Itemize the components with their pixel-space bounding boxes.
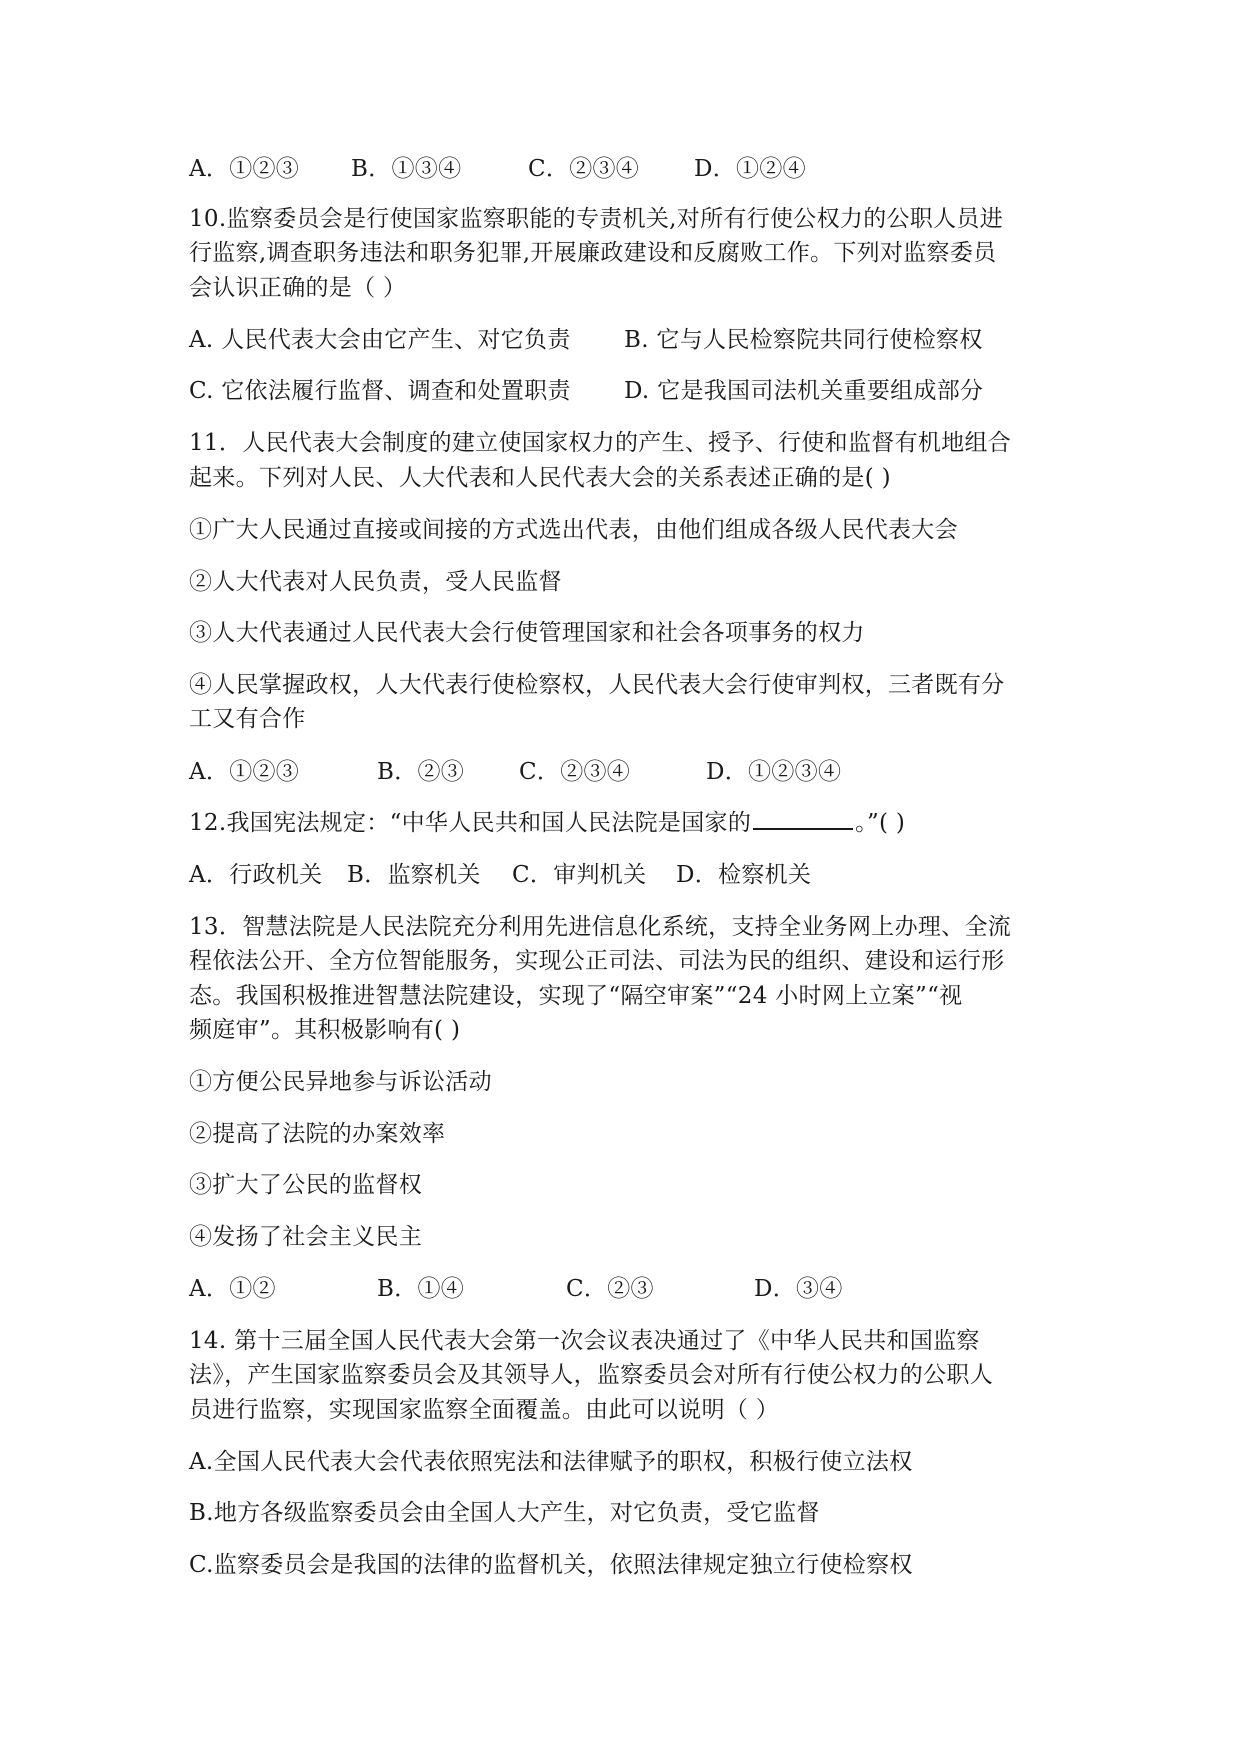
q10-options-row-1 xyxy=(189,323,983,357)
q14-option-c: C.监察委员会是我国的法律的监督机关，依照法律规定独立行使检察权 xyxy=(189,1552,913,1578)
q11-option-d: D．①②③④ xyxy=(706,759,842,785)
q13-option-a: A．①② xyxy=(189,1276,276,1302)
q12-stem-suffix: 。”( ) xyxy=(855,810,906,836)
q9-option-d: D．①②④ xyxy=(694,156,806,182)
q11-stem-line-1: 11．人民代表大会制度的建立使国家权力的产生、授予、行使和监督有机地组合 xyxy=(189,430,1012,456)
q13-stem-line-4: 频庭审”。其积极影响有( ) xyxy=(189,1017,461,1043)
q10-option-a: A. 人民代表大会由它产生、对它负责 xyxy=(189,327,571,353)
q11-statement-4-cont: 工又有合作 xyxy=(189,706,306,732)
q11-option-b: B．②③ xyxy=(377,759,465,785)
q9-option-b: B．①③④ xyxy=(351,156,462,182)
q11-options-row xyxy=(189,755,842,789)
q11-option-a: A．①②③ xyxy=(189,759,300,785)
q13-stem-line-3: 态。我国积极推进智慧法院建设，实现了“隔空审案”“24 小时网上立案”“视 xyxy=(189,983,963,1009)
q11-statement-2: ②人大代表对人民负责，受人民监督 xyxy=(189,569,562,595)
q13-option-d: D．③④ xyxy=(754,1276,843,1302)
q13-option-b: B．①④ xyxy=(377,1276,465,1302)
q13-statement-3: ③扩大了公民的监督权 xyxy=(189,1172,422,1198)
q9-options-row xyxy=(189,152,806,186)
q12-option-c: C．审判机关 xyxy=(512,862,647,888)
q13-options-row xyxy=(189,1272,843,1306)
q10-stem-line-3: 会认识正确的是（ ） xyxy=(189,275,407,301)
q9-option-a: A．①②③ xyxy=(189,156,300,182)
q10-stem-line-2: 行监察,调查职务违法和职务犯罪,开展廉政建设和反腐败工作。下列对监察委员 xyxy=(189,240,997,266)
q11-option-c: C．②③④ xyxy=(519,759,631,785)
q14-stem-line-1: 14. 第十三届全国人民代表大会第一次会议表决通过了《中华人民共和国监察 xyxy=(189,1328,980,1354)
q10-option-b: B. 它与人民检察院共同行使检察权 xyxy=(624,327,983,353)
q10-option-d: D. 它是我国司法机关重要组成部分 xyxy=(624,378,984,404)
q11-statement-4: ④人民掌握政权，人大代表行使检察权，人民代表大会行使审判权，三者既有分 xyxy=(189,672,1005,698)
q12-stem-prefix: 12.我国宪法规定：“中华人民共和国人民法院是国家的 xyxy=(189,810,752,836)
q13-stem-line-2: 程依法公开、全方位智能服务，实现公正司法、司法为民的组织、建设和运行形 xyxy=(189,948,1005,974)
q12-options-row xyxy=(189,858,812,892)
q10-options-row-2 xyxy=(189,374,984,408)
q14-stem-line-3: 员进行监察，实现国家监察全面覆盖。由此可以说明（ ） xyxy=(189,1397,780,1423)
q13-option-c: C．②③ xyxy=(566,1276,654,1302)
q10-option-c: C. 它依法履行监督、调查和处置职责 xyxy=(189,378,571,404)
q11-statement-3: ③人大代表通过人民代表大会行使管理国家和社会各项事务的权力 xyxy=(189,620,865,646)
q13-stem-line-1: 13．智慧法院是人民法院充分利用先进信息化系统，支持全业务网上办理、全流 xyxy=(189,914,1012,940)
q13-statement-1: ①方便公民异地参与诉讼活动 xyxy=(189,1069,492,1095)
q12-option-b: B．监察机关 xyxy=(347,862,481,888)
q11-stem-line-2: 起来。下列对人民、人大代表和人民代表大会的关系表述正确的是( ) xyxy=(189,465,891,491)
q11-statement-1: ①广大人民通过直接或间接的方式选出代表，由他们组成各级人民代表大会 xyxy=(189,517,958,543)
q14-stem-line-2: 法》，产生国家监察委员会及其领导人，监察委员会对所有行使公权力的公职人 xyxy=(189,1362,993,1388)
q10-stem-line-1: 10.监察委员会是行使国家监察职能的专责机关,对所有行使公权力的公职人员进 xyxy=(189,206,1003,232)
q13-statement-4: ④发扬了社会主义民主 xyxy=(189,1224,422,1250)
q12-option-a: A．行政机关 xyxy=(189,862,323,888)
q12-stem xyxy=(189,806,905,840)
q14-option-a: A.全国人民代表大会代表依照宪法和法律赋予的职权，积极行使立法权 xyxy=(189,1449,913,1475)
q12-option-d: D．检察机关 xyxy=(676,862,812,888)
q14-option-b: B.地方各级监察委员会由全国人大产生，对它负责，受它监督 xyxy=(189,1500,820,1526)
q12-answer-blank xyxy=(753,806,853,830)
q13-statement-2: ②提高了法院的办案效率 xyxy=(189,1121,446,1147)
q9-option-c: C．②③④ xyxy=(528,156,640,182)
